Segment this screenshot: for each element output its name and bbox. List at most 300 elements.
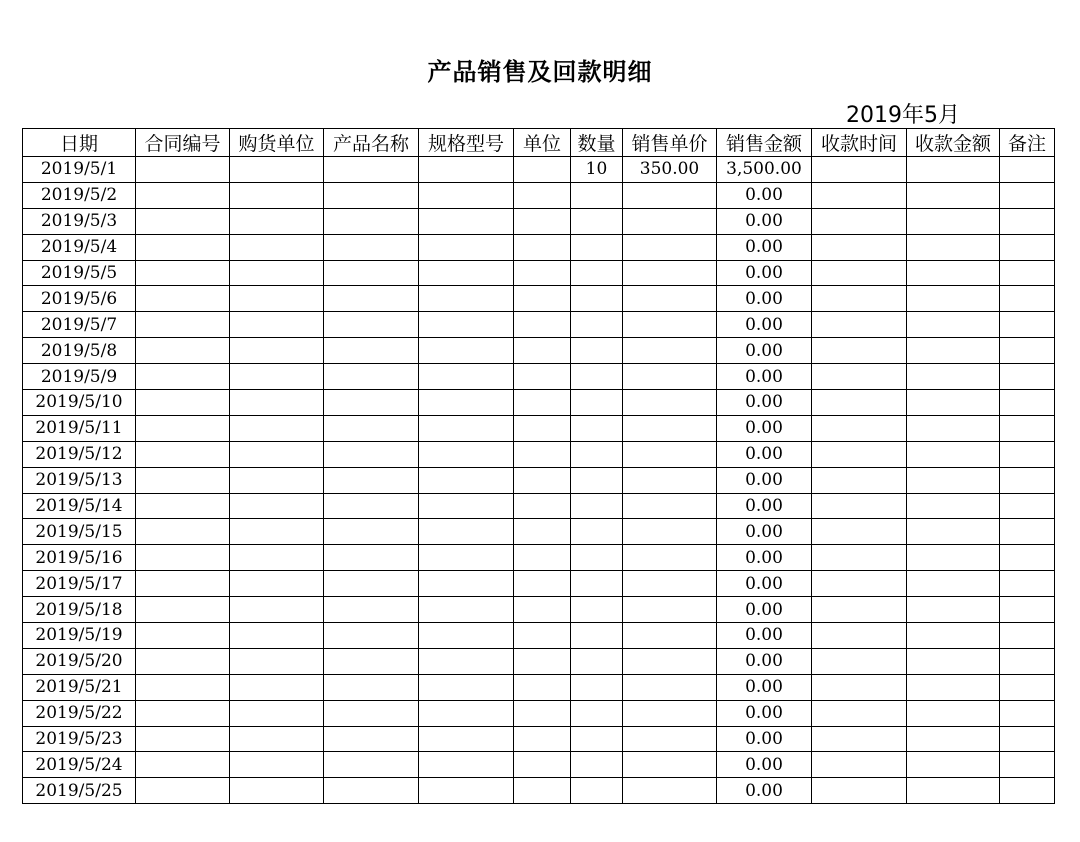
cell-date: 2019/5/19 [23, 623, 136, 649]
cell-amount: 0.00 [717, 208, 812, 234]
cell-qty [571, 234, 623, 260]
cell-unit-price [623, 700, 717, 726]
table-row [23, 674, 1055, 700]
cell-receipt-amount [907, 157, 1000, 183]
cell-spec [419, 338, 514, 364]
cell-receipt-amount [907, 441, 1000, 467]
cell-qty [571, 752, 623, 778]
cell-spec [419, 519, 514, 545]
cell-remark [1000, 700, 1055, 726]
cell-date: 2019/5/3 [23, 208, 136, 234]
cell-date: 2019/5/5 [23, 260, 136, 286]
cell-amount: 0.00 [717, 467, 812, 493]
cell-receipt-date [812, 778, 907, 804]
cell-spec [419, 571, 514, 597]
cell-date: 2019/5/24 [23, 752, 136, 778]
cell-amount: 0.00 [717, 441, 812, 467]
cell-buyer [230, 338, 324, 364]
cell-unit-price [623, 545, 717, 571]
cell-unit-price [623, 752, 717, 778]
cell-receipt-amount [907, 208, 1000, 234]
cell-buyer [230, 364, 324, 390]
cell-receipt-date [812, 493, 907, 519]
cell-remark [1000, 674, 1055, 700]
cell-qty [571, 415, 623, 441]
table-row [23, 338, 1055, 364]
cell-product [324, 597, 419, 623]
cell-contract-no [136, 726, 230, 752]
cell-remark [1000, 312, 1055, 338]
cell-unit-price [623, 493, 717, 519]
cell-qty [571, 441, 623, 467]
cell-receipt-date [812, 157, 907, 183]
cell-date: 2019/5/6 [23, 286, 136, 312]
cell-spec [419, 597, 514, 623]
cell-amount: 0.00 [717, 364, 812, 390]
cell-receipt-date [812, 415, 907, 441]
cell-receipt-amount [907, 286, 1000, 312]
cell-contract-no [136, 493, 230, 519]
cell-unit [514, 312, 571, 338]
cell-buyer [230, 571, 324, 597]
cell-date: 2019/5/25 [23, 778, 136, 804]
cell-receipt-amount [907, 364, 1000, 390]
cell-date: 2019/5/22 [23, 700, 136, 726]
cell-buyer [230, 519, 324, 545]
cell-amount: 3,500.00 [717, 157, 812, 183]
table-row [23, 415, 1055, 441]
cell-unit-price [623, 778, 717, 804]
cell-contract-no [136, 338, 230, 364]
cell-unit-price [623, 597, 717, 623]
table-row [23, 208, 1055, 234]
cell-receipt-date [812, 338, 907, 364]
cell-product [324, 493, 419, 519]
table-row [23, 467, 1055, 493]
cell-receipt-amount [907, 182, 1000, 208]
cell-amount: 0.00 [717, 623, 812, 649]
table-row [23, 571, 1055, 597]
cell-product [324, 234, 419, 260]
column-header-spec: 规格型号 [419, 129, 514, 157]
cell-qty [571, 597, 623, 623]
cell-unit-price [623, 519, 717, 545]
cell-contract-no [136, 415, 230, 441]
cell-date: 2019/5/1 [23, 157, 136, 183]
cell-product [324, 623, 419, 649]
cell-unit-price [623, 726, 717, 752]
cell-product [324, 467, 419, 493]
cell-receipt-date [812, 752, 907, 778]
cell-unit [514, 674, 571, 700]
table-row [23, 182, 1055, 208]
cell-unit [514, 571, 571, 597]
table-row [23, 545, 1055, 571]
cell-qty [571, 364, 623, 390]
cell-amount: 0.00 [717, 312, 812, 338]
cell-receipt-date [812, 234, 907, 260]
cell-unit-price [623, 648, 717, 674]
cell-qty [571, 260, 623, 286]
cell-unit-price [623, 441, 717, 467]
cell-receipt-date [812, 208, 907, 234]
cell-date: 2019/5/10 [23, 390, 136, 416]
cell-amount: 0.00 [717, 597, 812, 623]
cell-qty [571, 390, 623, 416]
cell-remark [1000, 260, 1055, 286]
cell-spec [419, 157, 514, 183]
cell-unit [514, 338, 571, 364]
cell-remark [1000, 752, 1055, 778]
cell-receipt-date [812, 648, 907, 674]
cell-product [324, 441, 419, 467]
cell-remark [1000, 467, 1055, 493]
cell-amount: 0.00 [717, 234, 812, 260]
cell-remark [1000, 182, 1055, 208]
cell-receipt-amount [907, 752, 1000, 778]
cell-amount: 0.00 [717, 390, 812, 416]
cell-contract-no [136, 312, 230, 338]
cell-spec [419, 182, 514, 208]
cell-qty [571, 493, 623, 519]
cell-date: 2019/5/14 [23, 493, 136, 519]
cell-remark [1000, 364, 1055, 390]
cell-unit-price: 350.00 [623, 157, 717, 183]
cell-buyer [230, 467, 324, 493]
cell-receipt-amount [907, 674, 1000, 700]
cell-product [324, 182, 419, 208]
cell-buyer [230, 182, 324, 208]
cell-receipt-date [812, 519, 907, 545]
cell-unit [514, 726, 571, 752]
cell-buyer [230, 597, 324, 623]
column-header-buyer: 购货单位 [230, 129, 324, 157]
cell-product [324, 364, 419, 390]
cell-receipt-amount [907, 415, 1000, 441]
cell-buyer [230, 234, 324, 260]
cell-unit [514, 390, 571, 416]
cell-amount: 0.00 [717, 493, 812, 519]
cell-amount: 0.00 [717, 674, 812, 700]
cell-date: 2019/5/8 [23, 338, 136, 364]
cell-unit-price [623, 182, 717, 208]
cell-buyer [230, 700, 324, 726]
cell-receipt-date [812, 441, 907, 467]
cell-contract-no [136, 778, 230, 804]
table-row [23, 623, 1055, 649]
cell-amount: 0.00 [717, 286, 812, 312]
cell-unit-price [623, 364, 717, 390]
cell-unit [514, 260, 571, 286]
cell-buyer [230, 545, 324, 571]
cell-remark [1000, 545, 1055, 571]
cell-unit-price [623, 623, 717, 649]
cell-qty [571, 571, 623, 597]
cell-date: 2019/5/18 [23, 597, 136, 623]
cell-receipt-amount [907, 234, 1000, 260]
cell-spec [419, 467, 514, 493]
cell-product [324, 338, 419, 364]
cell-remark [1000, 157, 1055, 183]
cell-buyer [230, 157, 324, 183]
cell-unit [514, 778, 571, 804]
cell-spec [419, 700, 514, 726]
cell-date: 2019/5/4 [23, 234, 136, 260]
cell-unit [514, 752, 571, 778]
cell-receipt-amount [907, 545, 1000, 571]
cell-contract-no [136, 623, 230, 649]
cell-product [324, 648, 419, 674]
cell-unit [514, 286, 571, 312]
table-row [23, 390, 1055, 416]
table-row [23, 260, 1055, 286]
cell-unit [514, 208, 571, 234]
cell-amount: 0.00 [717, 778, 812, 804]
cell-receipt-amount [907, 648, 1000, 674]
cell-unit [514, 597, 571, 623]
cell-date: 2019/5/23 [23, 726, 136, 752]
cell-unit [514, 545, 571, 571]
cell-unit-price [623, 208, 717, 234]
cell-date: 2019/5/13 [23, 467, 136, 493]
cell-amount: 0.00 [717, 338, 812, 364]
cell-unit [514, 234, 571, 260]
cell-contract-no [136, 157, 230, 183]
cell-date: 2019/5/15 [23, 519, 136, 545]
cell-remark [1000, 726, 1055, 752]
cell-remark [1000, 390, 1055, 416]
column-header-receipt-amount: 收款金额 [907, 129, 1000, 157]
column-header-qty: 数量 [571, 129, 623, 157]
cell-unit [514, 415, 571, 441]
cell-qty [571, 208, 623, 234]
cell-qty [571, 648, 623, 674]
cell-remark [1000, 493, 1055, 519]
cell-receipt-amount [907, 778, 1000, 804]
cell-spec [419, 312, 514, 338]
cell-qty: 10 [571, 157, 623, 183]
cell-buyer [230, 441, 324, 467]
table-row [23, 778, 1055, 804]
cell-amount: 0.00 [717, 545, 812, 571]
cell-buyer [230, 726, 324, 752]
cell-unit-price [623, 286, 717, 312]
cell-amount: 0.00 [717, 182, 812, 208]
cell-spec [419, 390, 514, 416]
ledger-body [23, 157, 1055, 804]
cell-spec [419, 648, 514, 674]
cell-qty [571, 674, 623, 700]
column-header-date: 日期 [23, 129, 136, 157]
cell-unit [514, 157, 571, 183]
cell-buyer [230, 260, 324, 286]
table-row [23, 441, 1055, 467]
cell-receipt-date [812, 597, 907, 623]
cell-product [324, 726, 419, 752]
cell-receipt-amount [907, 597, 1000, 623]
cell-contract-no [136, 674, 230, 700]
table-row [23, 752, 1055, 778]
cell-contract-no [136, 571, 230, 597]
cell-buyer [230, 778, 324, 804]
cell-amount: 0.00 [717, 726, 812, 752]
cell-contract-no [136, 545, 230, 571]
cell-receipt-amount [907, 726, 1000, 752]
cell-receipt-date [812, 286, 907, 312]
cell-remark [1000, 519, 1055, 545]
cell-contract-no [136, 467, 230, 493]
cell-product [324, 415, 419, 441]
cell-remark [1000, 597, 1055, 623]
cell-amount: 0.00 [717, 648, 812, 674]
cell-spec [419, 752, 514, 778]
cell-qty [571, 545, 623, 571]
cell-receipt-date [812, 726, 907, 752]
cell-amount: 0.00 [717, 519, 812, 545]
cell-date: 2019/5/16 [23, 545, 136, 571]
table-row [23, 519, 1055, 545]
cell-unit [514, 467, 571, 493]
cell-remark [1000, 286, 1055, 312]
table-row [23, 648, 1055, 674]
cell-buyer [230, 390, 324, 416]
column-header-unit: 单位 [514, 129, 571, 157]
cell-contract-no [136, 597, 230, 623]
table-row [23, 597, 1055, 623]
cell-product [324, 390, 419, 416]
cell-product [324, 545, 419, 571]
cell-product [324, 157, 419, 183]
cell-contract-no [136, 700, 230, 726]
cell-product [324, 286, 419, 312]
cell-product [324, 778, 419, 804]
table-row [23, 312, 1055, 338]
cell-buyer [230, 493, 324, 519]
cell-buyer [230, 312, 324, 338]
cell-date: 2019/5/17 [23, 571, 136, 597]
cell-unit [514, 648, 571, 674]
cell-spec [419, 208, 514, 234]
cell-unit-price [623, 571, 717, 597]
cell-receipt-date [812, 364, 907, 390]
cell-remark [1000, 208, 1055, 234]
cell-receipt-amount [907, 390, 1000, 416]
cell-amount: 0.00 [717, 700, 812, 726]
cell-contract-no [136, 364, 230, 390]
cell-buyer [230, 208, 324, 234]
cell-receipt-amount [907, 700, 1000, 726]
cell-receipt-date [812, 623, 907, 649]
column-header-amount: 销售金额 [717, 129, 812, 157]
period-label: 2019年5月 [846, 103, 960, 128]
cell-remark [1000, 571, 1055, 597]
table-row [23, 493, 1055, 519]
cell-receipt-date [812, 467, 907, 493]
table-row [23, 157, 1055, 183]
cell-contract-no [136, 208, 230, 234]
cell-receipt-date [812, 545, 907, 571]
cell-spec [419, 415, 514, 441]
cell-contract-no [136, 648, 230, 674]
cell-buyer [230, 674, 324, 700]
cell-remark [1000, 338, 1055, 364]
cell-product [324, 519, 419, 545]
cell-unit [514, 364, 571, 390]
cell-amount: 0.00 [717, 260, 812, 286]
cell-date: 2019/5/20 [23, 648, 136, 674]
cell-unit [514, 493, 571, 519]
sales-ledger-table [22, 128, 1055, 804]
header-row [23, 129, 1055, 157]
cell-qty [571, 519, 623, 545]
cell-product [324, 208, 419, 234]
cell-contract-no [136, 441, 230, 467]
cell-buyer [230, 623, 324, 649]
cell-product [324, 260, 419, 286]
cell-buyer [230, 752, 324, 778]
cell-spec [419, 286, 514, 312]
cell-unit-price [623, 674, 717, 700]
cell-unit [514, 441, 571, 467]
column-header-remark: 备注 [1000, 129, 1055, 157]
cell-qty [571, 700, 623, 726]
cell-receipt-date [812, 260, 907, 286]
cell-remark [1000, 441, 1055, 467]
cell-date: 2019/5/11 [23, 415, 136, 441]
cell-qty [571, 623, 623, 649]
cell-unit-price [623, 390, 717, 416]
cell-qty [571, 286, 623, 312]
cell-receipt-amount [907, 467, 1000, 493]
cell-spec [419, 364, 514, 390]
column-header-receipt-date: 收款时间 [812, 129, 907, 157]
cell-spec [419, 778, 514, 804]
cell-remark [1000, 234, 1055, 260]
cell-qty [571, 467, 623, 493]
cell-unit-price [623, 467, 717, 493]
cell-qty [571, 726, 623, 752]
cell-amount: 0.00 [717, 571, 812, 597]
cell-spec [419, 493, 514, 519]
cell-amount: 0.00 [717, 752, 812, 778]
table-row [23, 286, 1055, 312]
cell-unit [514, 700, 571, 726]
cell-spec [419, 260, 514, 286]
cell-date: 2019/5/21 [23, 674, 136, 700]
column-header-product: 产品名称 [324, 129, 419, 157]
cell-unit [514, 182, 571, 208]
cell-remark [1000, 648, 1055, 674]
cell-date: 2019/5/9 [23, 364, 136, 390]
cell-unit [514, 519, 571, 545]
cell-product [324, 312, 419, 338]
cell-date: 2019/5/12 [23, 441, 136, 467]
cell-receipt-date [812, 700, 907, 726]
cell-contract-no [136, 234, 230, 260]
cell-spec [419, 726, 514, 752]
document-title: 产品销售及回款明细 [427, 58, 653, 86]
cell-unit-price [623, 260, 717, 286]
cell-qty [571, 312, 623, 338]
cell-product [324, 700, 419, 726]
cell-product [324, 752, 419, 778]
cell-spec [419, 623, 514, 649]
cell-receipt-amount [907, 519, 1000, 545]
cell-contract-no [136, 260, 230, 286]
cell-contract-no [136, 519, 230, 545]
cell-receipt-amount [907, 493, 1000, 519]
cell-unit-price [623, 312, 717, 338]
